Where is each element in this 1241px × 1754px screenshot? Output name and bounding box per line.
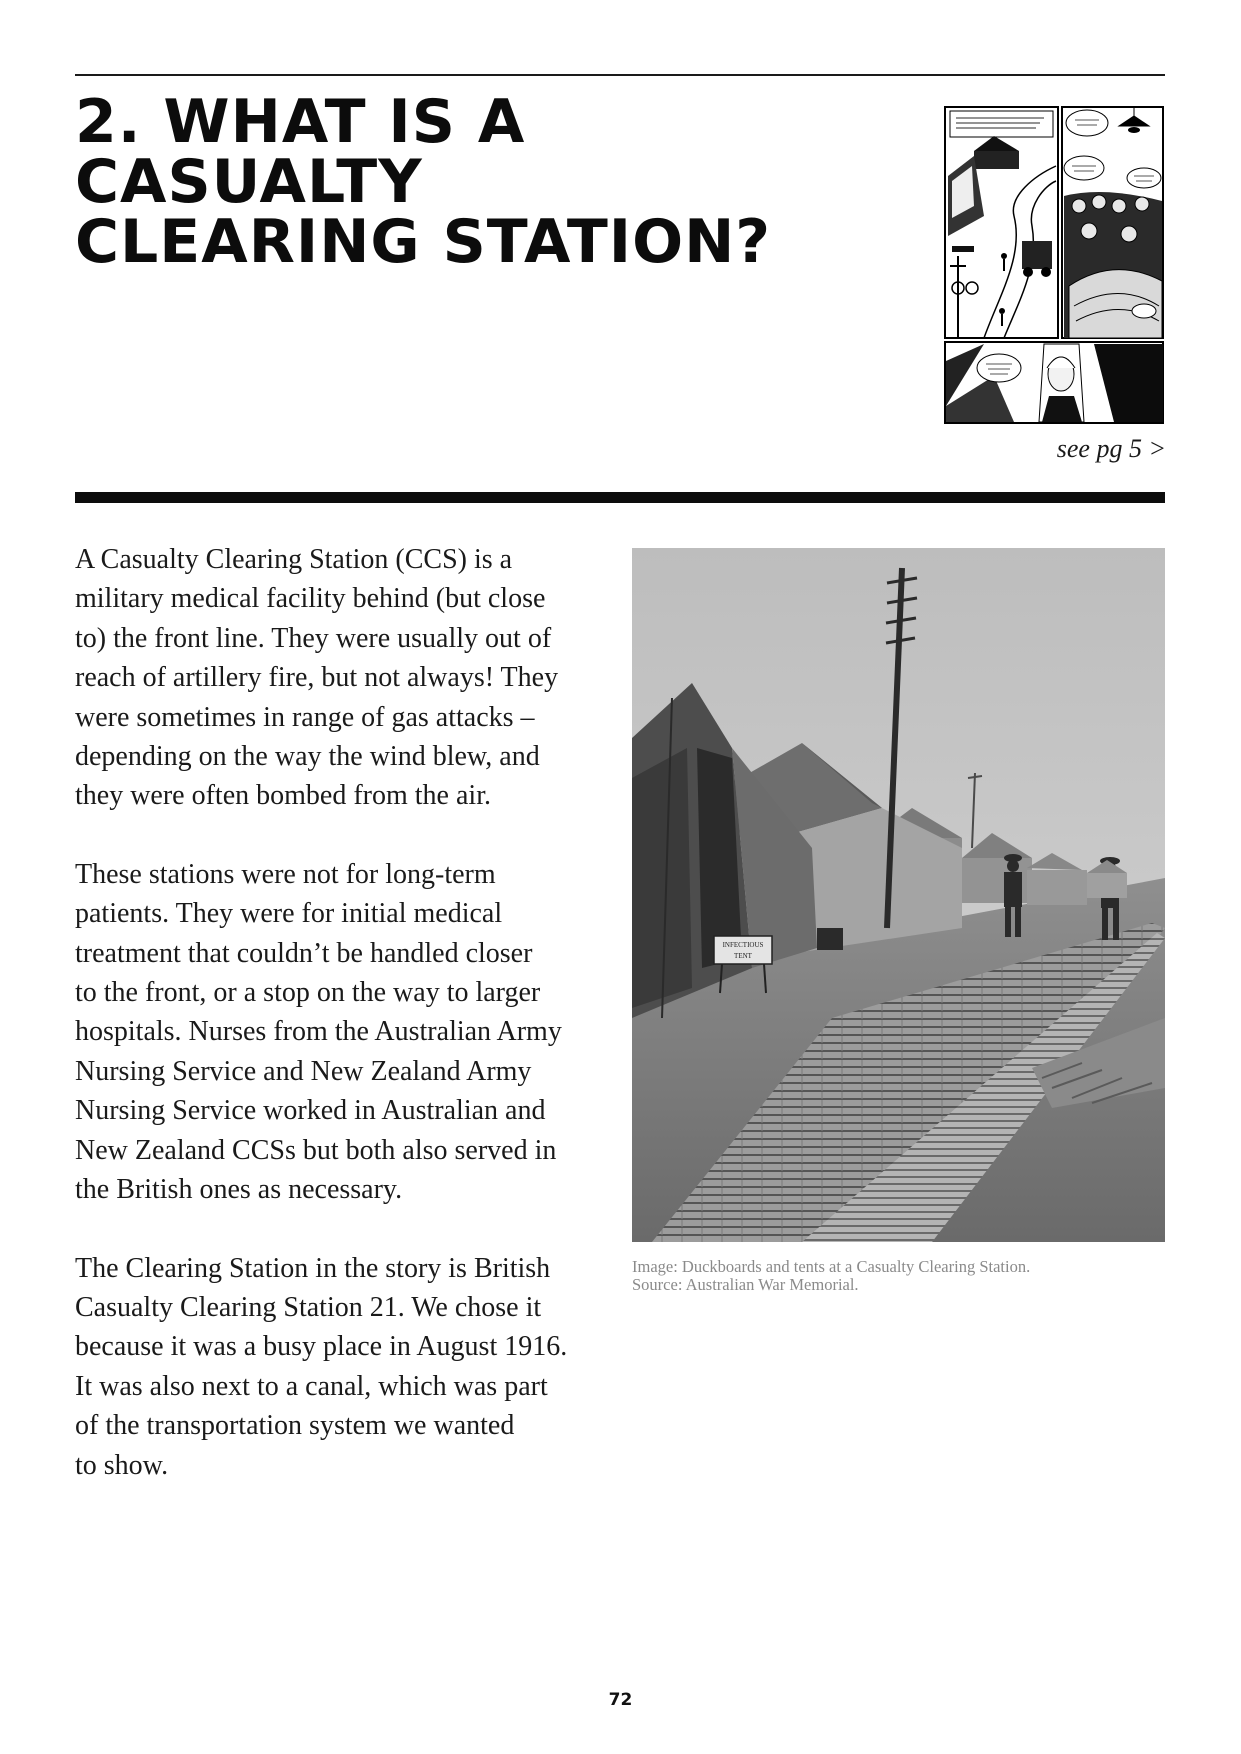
text-line: depending on the way the wind blew, and: [75, 741, 540, 773]
text-line: the British ones as necessary.: [75, 1174, 403, 1206]
text-line: were sometimes in range of gas attacks –: [75, 701, 535, 733]
text-line: reach of artillery fire, but not always! They: [75, 662, 559, 694]
text-line: because it was a busy place in August 1916.: [75, 1331, 568, 1363]
text-line: to show.: [75, 1449, 169, 1481]
paragraph-3: [75, 1249, 595, 1485]
text-line: Nursing Service worked in Australian and: [75, 1095, 546, 1127]
text-line: These stations were not for long-term: [75, 858, 496, 890]
text-line: patients. They were for initial medical: [75, 898, 503, 930]
text-line: to) the front line. They were usually out of: [75, 622, 552, 654]
text-line: Nursing Service and New Zealand Army: [75, 1055, 532, 1087]
text-line: A Casualty Clearing Station (CCS) is a: [75, 544, 513, 575]
section-divider: [75, 492, 1165, 503]
page-title: [75, 87, 855, 277]
top-rule: [75, 74, 1165, 76]
comic-panel-nurse: [945, 342, 1163, 423]
caption-line-2: Source: Australian War Memorial.: [632, 1275, 859, 1294]
tent-sign-text: INFECTIOUS: [722, 941, 764, 949]
text-line: It was also next to a canal, which was part: [75, 1370, 548, 1402]
page-title-line-2: CLEARING STATION?: [75, 207, 772, 277]
text-line: The Clearing Station in the story is British: [75, 1252, 551, 1284]
page-number: 72: [608, 1690, 633, 1710]
text-line: they were often bombed from the air.: [75, 780, 491, 812]
comic-panel-crowd: [1062, 107, 1163, 338]
text-line: military medical facility behind (but close: [75, 583, 546, 615]
paragraph-2: [75, 855, 595, 1210]
text-line: of the transportation system we wanted: [75, 1410, 515, 1442]
text-line: New Zealand CCSs but both also served in: [75, 1134, 557, 1166]
text-line: Casualty Clearing Station 21. We chose it: [75, 1291, 542, 1323]
photo-caption: [632, 1258, 1165, 1294]
paragraph-1: [75, 540, 595, 816]
page-title-line-1: 2. WHAT IS A CASUALTY: [75, 87, 526, 217]
body-text: [75, 540, 595, 1524]
svg-text:TENT: TENT: [734, 952, 752, 960]
text-line: to the front, or a stop on the way to larger: [75, 977, 541, 1009]
text-line: hospitals. Nurses from the Australian Army: [75, 1016, 562, 1048]
see-page-reference[interactable]: see pg 5 >: [1056, 434, 1166, 463]
casualty-clearing-station-photo: [632, 548, 1165, 1242]
caption-line-1: Image: Duckboards and tents at a Casualty Clearing Station.: [632, 1257, 1031, 1276]
comic-strip-thumbnail: [944, 106, 1164, 424]
comic-panel-camp: [945, 107, 1058, 338]
text-line: treatment that couldn’t be handled closer: [75, 937, 533, 969]
